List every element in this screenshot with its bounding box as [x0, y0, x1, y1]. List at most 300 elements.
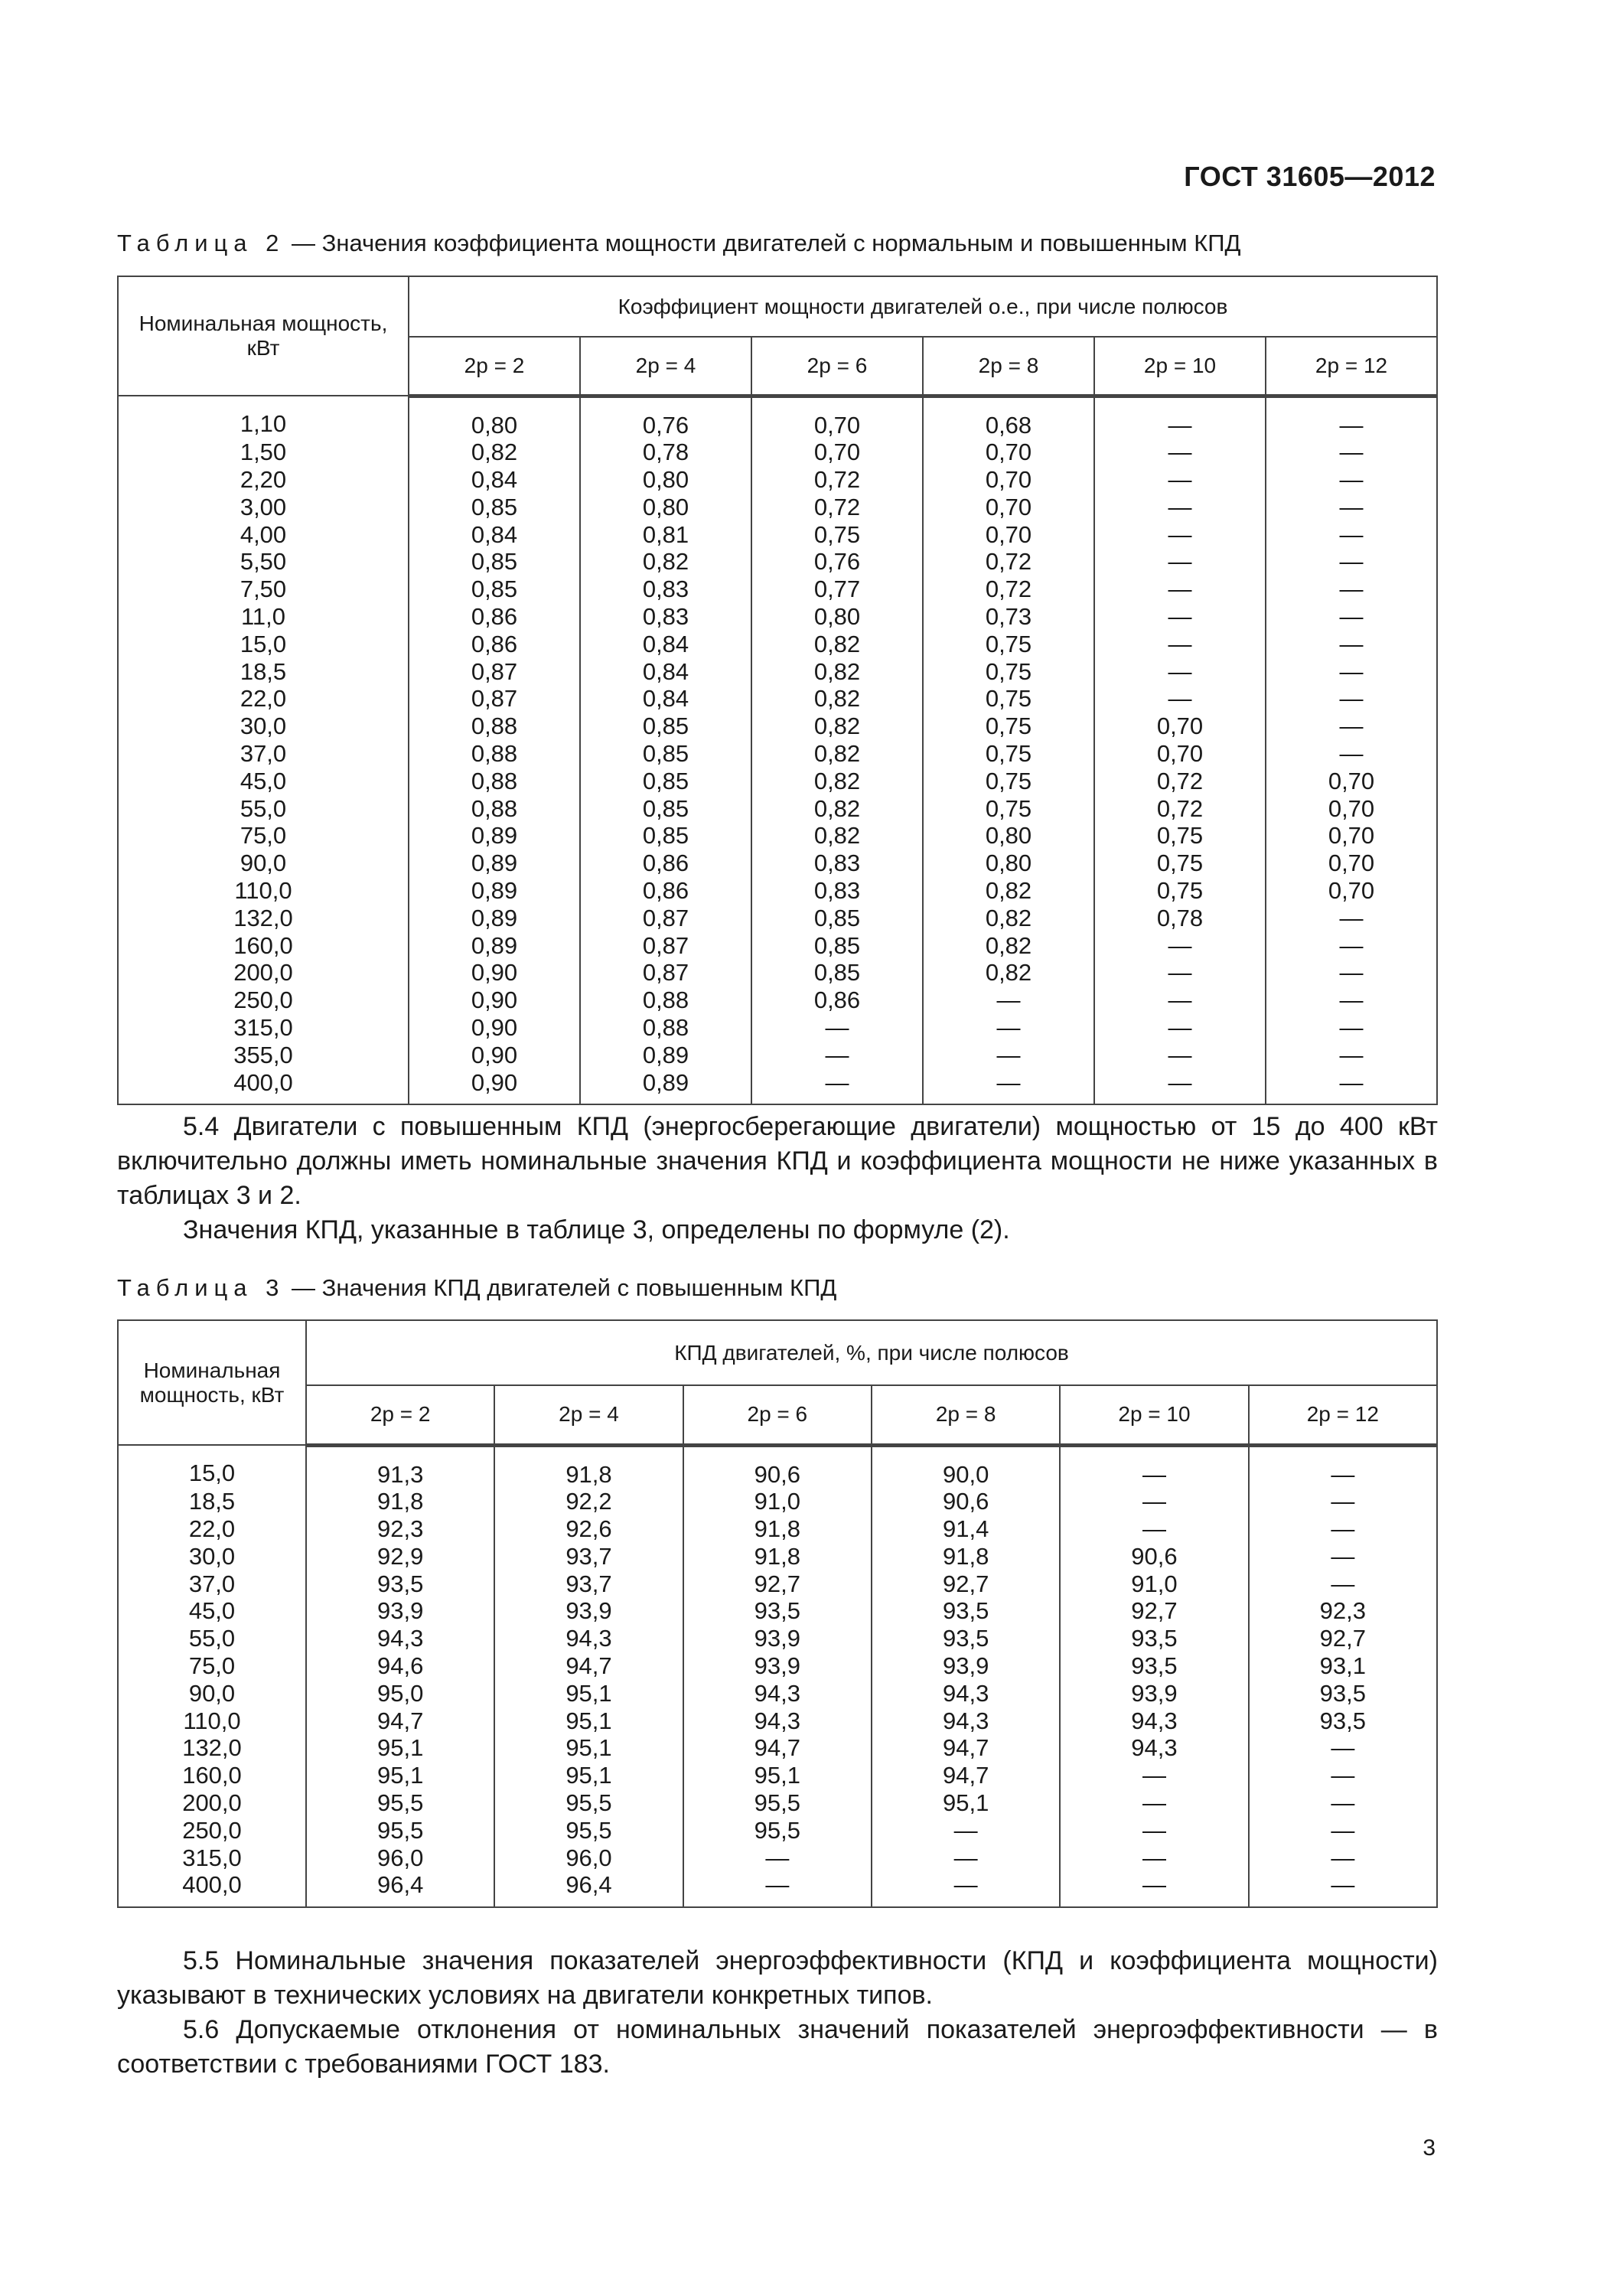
paragraph-5-6-text: 5.6 Допускаемые отклонения от номинальных значений показателей энергоэффективности — в соответствии с требованиями ГОСТ 183.	[117, 2015, 1438, 2079]
power-cell: 132,0	[118, 905, 409, 932]
value-cell: 0,80	[580, 466, 751, 494]
value-cell: 0,76	[751, 548, 923, 576]
power-cell: 18,5	[118, 658, 409, 686]
value-cell: —	[1266, 521, 1437, 549]
table-row	[118, 603, 1437, 631]
value-cell: 0,75	[1094, 850, 1266, 877]
table-row	[118, 1762, 1437, 1789]
value-cell: 95,5	[683, 1789, 872, 1817]
value-cell: —	[1266, 658, 1437, 686]
value-cell: 0,82	[751, 768, 923, 795]
value-cell: 95,5	[494, 1789, 683, 1817]
value-cell: —	[872, 1871, 1060, 1907]
value-cell: —	[1249, 1817, 1437, 1844]
power-cell: 18,5	[118, 1488, 306, 1515]
value-cell: 0,82	[751, 822, 923, 850]
value-cell: 0,86	[409, 603, 580, 631]
value-cell: 91,8	[872, 1543, 1060, 1570]
value-cell: 0,82	[923, 932, 1094, 960]
value-cell: 0,85	[580, 713, 751, 740]
value-cell: —	[1266, 603, 1437, 631]
table3-caption-text: — Значения КПД двигателей с повышенным КПД	[285, 1274, 837, 1301]
power-cell: 90,0	[118, 850, 409, 877]
power-cell: 22,0	[118, 685, 409, 713]
value-cell: 93,5	[872, 1597, 1060, 1625]
value-cell: 0,75	[1094, 822, 1266, 850]
value-cell: 0,82	[751, 631, 923, 658]
table-row	[118, 795, 1437, 823]
table-row	[118, 905, 1437, 932]
paragraph-5-6	[117, 2013, 1438, 2082]
value-cell: 0,85	[409, 576, 580, 603]
table2-pole-header: 2p = 12	[1266, 337, 1437, 396]
value-cell: 0,75	[923, 740, 1094, 768]
table2-caption-label: Таблица 2	[117, 230, 285, 256]
value-cell: 0,84	[580, 658, 751, 686]
value-cell: 0,88	[580, 987, 751, 1014]
value-cell: —	[1266, 631, 1437, 658]
value-cell: 0,80	[923, 822, 1094, 850]
power-cell: 400,0	[118, 1871, 306, 1907]
table2	[117, 276, 1438, 1105]
table-row	[118, 822, 1437, 850]
value-cell: 0,72	[1094, 768, 1266, 795]
table-row	[118, 548, 1437, 576]
value-cell: 0,75	[923, 795, 1094, 823]
value-cell: 93,1	[1249, 1652, 1437, 1680]
value-cell: 0,78	[580, 439, 751, 466]
value-cell: 0,75	[923, 713, 1094, 740]
standard-id: ГОСТ 31605—2012	[1184, 161, 1436, 192]
value-cell: 0,90	[409, 1069, 580, 1105]
power-cell: 1,10	[118, 396, 409, 439]
value-cell: 0,72	[1094, 795, 1266, 823]
power-cell: 3,00	[118, 494, 409, 521]
value-cell: 95,5	[306, 1789, 494, 1817]
value-cell: 0,85	[751, 932, 923, 960]
value-cell: 90,6	[872, 1488, 1060, 1515]
value-cell: 0,90	[409, 1014, 580, 1042]
power-cell: 250,0	[118, 1817, 306, 1844]
value-cell: 94,3	[1060, 1707, 1248, 1735]
value-cell: —	[1266, 905, 1437, 932]
value-cell: 93,9	[1060, 1680, 1248, 1707]
table-row	[118, 1069, 1437, 1105]
power-cell: 160,0	[118, 1762, 306, 1789]
table3-pole-header: 2p = 4	[494, 1385, 683, 1445]
table-row	[118, 1042, 1437, 1069]
value-cell: 92,3	[306, 1515, 494, 1543]
value-cell: 91,4	[872, 1515, 1060, 1543]
table2-body	[118, 396, 1437, 1104]
value-cell: 94,7	[494, 1652, 683, 1680]
value-cell: 0,82	[923, 877, 1094, 905]
power-cell: 110,0	[118, 1707, 306, 1735]
value-cell: 0,89	[409, 822, 580, 850]
power-cell: 22,0	[118, 1515, 306, 1543]
value-cell: 0,82	[923, 959, 1094, 987]
value-cell: 0,89	[580, 1069, 751, 1105]
table-row	[118, 685, 1437, 713]
table3	[117, 1319, 1438, 1908]
value-cell: —	[923, 987, 1094, 1014]
table-row	[118, 396, 1437, 439]
value-cell: 0,89	[409, 932, 580, 960]
value-cell: 93,7	[494, 1570, 683, 1598]
value-cell: 94,7	[872, 1762, 1060, 1789]
power-cell: 400,0	[118, 1069, 409, 1105]
paragraph-5-4-text2: Значения КПД, указанные в таблице 3, определены по формуле (2).	[183, 1215, 1010, 1244]
table-row	[118, 1652, 1437, 1680]
value-cell: —	[1094, 439, 1266, 466]
value-cell: 91,8	[494, 1445, 683, 1488]
value-cell: 90,0	[872, 1445, 1060, 1488]
power-cell: 15,0	[118, 1445, 306, 1488]
value-cell: 0,80	[751, 603, 923, 631]
value-cell: 0,88	[409, 795, 580, 823]
table-row	[118, 466, 1437, 494]
value-cell: 95,0	[306, 1680, 494, 1707]
value-cell: —	[751, 1069, 923, 1105]
value-cell: 0,81	[580, 521, 751, 549]
power-cell: 315,0	[118, 1844, 306, 1872]
value-cell: 0,70	[923, 439, 1094, 466]
value-cell: —	[1249, 1762, 1437, 1789]
value-cell: —	[751, 1014, 923, 1042]
value-cell: 0,72	[923, 548, 1094, 576]
value-cell: 0,80	[409, 396, 580, 439]
value-cell: 94,3	[494, 1625, 683, 1652]
power-cell: 55,0	[118, 795, 409, 823]
value-cell: 0,85	[751, 959, 923, 987]
value-cell: 0,86	[580, 877, 751, 905]
value-cell: 0,85	[751, 905, 923, 932]
value-cell: 0,68	[923, 396, 1094, 439]
value-cell: 0,83	[751, 877, 923, 905]
value-cell: 0,75	[1094, 877, 1266, 905]
value-cell: —	[923, 1069, 1094, 1105]
table-row	[118, 521, 1437, 549]
power-cell: 75,0	[118, 822, 409, 850]
power-cell: 15,0	[118, 631, 409, 658]
power-cell: 37,0	[118, 1570, 306, 1598]
table2-pole-header: 2p = 4	[580, 337, 751, 396]
value-cell: 0,89	[409, 905, 580, 932]
value-cell: —	[1266, 685, 1437, 713]
value-cell: 94,3	[1060, 1734, 1248, 1762]
value-cell: —	[1060, 1871, 1248, 1907]
value-cell: 0,70	[751, 396, 923, 439]
value-cell: 0,90	[409, 959, 580, 987]
value-cell: 0,85	[580, 822, 751, 850]
value-cell: 0,89	[580, 1042, 751, 1069]
table-row	[118, 1597, 1437, 1625]
value-cell: 0,75	[923, 768, 1094, 795]
table2-caption	[117, 230, 1241, 257]
value-cell: 0,84	[580, 685, 751, 713]
power-cell: 55,0	[118, 1625, 306, 1652]
value-cell: 95,1	[494, 1762, 683, 1789]
value-cell: 95,1	[494, 1707, 683, 1735]
value-cell: 0,83	[751, 850, 923, 877]
value-cell: 0,70	[1094, 740, 1266, 768]
value-cell: 93,9	[683, 1652, 872, 1680]
table-row	[118, 439, 1437, 466]
value-cell: 0,87	[409, 685, 580, 713]
value-cell: —	[1094, 466, 1266, 494]
value-cell: —	[1094, 548, 1266, 576]
value-cell: 0,87	[580, 905, 751, 932]
value-cell: 94,6	[306, 1652, 494, 1680]
table-row	[118, 1871, 1437, 1907]
value-cell: 93,5	[306, 1570, 494, 1598]
value-cell: —	[1266, 740, 1437, 768]
value-cell: 0,75	[923, 631, 1094, 658]
value-cell: 0,75	[751, 521, 923, 549]
value-cell: 0,88	[409, 768, 580, 795]
value-cell: 92,7	[872, 1570, 1060, 1598]
value-cell: —	[1060, 1515, 1248, 1543]
table-row	[118, 631, 1437, 658]
value-cell: —	[1094, 603, 1266, 631]
value-cell: 0,86	[580, 850, 751, 877]
value-cell: 0,75	[923, 658, 1094, 686]
table-row	[118, 1625, 1437, 1652]
table-row	[118, 1014, 1437, 1042]
value-cell: 93,9	[683, 1625, 872, 1652]
value-cell: 0,70	[923, 466, 1094, 494]
value-cell: 0,82	[409, 439, 580, 466]
value-cell: 93,9	[306, 1597, 494, 1625]
value-cell: 95,1	[494, 1680, 683, 1707]
value-cell: 92,6	[494, 1515, 683, 1543]
table3-body	[118, 1445, 1437, 1907]
table-row	[118, 658, 1437, 686]
value-cell: 0,84	[409, 521, 580, 549]
value-cell: —	[1266, 396, 1437, 439]
power-cell: 11,0	[118, 603, 409, 631]
value-cell: 91,3	[306, 1445, 494, 1488]
value-cell: —	[1266, 959, 1437, 987]
table2-pole-header: 2p = 10	[1094, 337, 1266, 396]
table-row	[118, 1488, 1437, 1515]
power-cell: 110,0	[118, 877, 409, 905]
value-cell: 0,70	[1266, 850, 1437, 877]
value-cell: —	[1266, 713, 1437, 740]
value-cell: 0,88	[409, 740, 580, 768]
table-row	[118, 1789, 1437, 1817]
value-cell: 0,82	[751, 795, 923, 823]
value-cell: 0,72	[751, 466, 923, 494]
value-cell: 91,8	[306, 1488, 494, 1515]
value-cell: 0,88	[580, 1014, 751, 1042]
value-cell: —	[1249, 1445, 1437, 1488]
value-cell: 93,5	[1060, 1625, 1248, 1652]
value-cell: 0,72	[923, 576, 1094, 603]
value-cell: 95,5	[683, 1817, 872, 1844]
value-cell: 94,7	[306, 1707, 494, 1735]
table-row	[118, 1570, 1437, 1598]
value-cell: —	[1094, 521, 1266, 549]
table-row	[118, 1445, 1437, 1488]
power-cell: 200,0	[118, 1789, 306, 1817]
value-cell: 0,87	[580, 959, 751, 987]
value-cell: 0,89	[409, 850, 580, 877]
value-cell: 93,9	[494, 1597, 683, 1625]
power-cell: 315,0	[118, 1014, 409, 1042]
value-cell: 0,77	[751, 576, 923, 603]
value-cell: 95,1	[683, 1762, 872, 1789]
power-cell: 2,20	[118, 466, 409, 494]
value-cell: 0,82	[751, 713, 923, 740]
value-cell: 96,0	[306, 1844, 494, 1872]
value-cell: —	[1249, 1871, 1437, 1907]
value-cell: 0,83	[580, 603, 751, 631]
value-cell: —	[1094, 987, 1266, 1014]
value-cell: 92,7	[1060, 1597, 1248, 1625]
value-cell: 94,3	[872, 1680, 1060, 1707]
value-cell: 0,78	[1094, 905, 1266, 932]
paragraph-5-5	[117, 1944, 1438, 2013]
value-cell: —	[1266, 548, 1437, 576]
value-cell: 0,90	[409, 1042, 580, 1069]
value-cell: 94,3	[683, 1680, 872, 1707]
table-row	[118, 576, 1437, 603]
value-cell: 0,73	[923, 603, 1094, 631]
value-cell: 0,70	[1266, 877, 1437, 905]
power-cell: 45,0	[118, 768, 409, 795]
value-cell: —	[683, 1871, 872, 1907]
table2-col0-header: Номинальная мощность, кВт	[118, 276, 409, 396]
power-cell: 160,0	[118, 932, 409, 960]
paragraph-5-5-text: 5.5 Номинальные значения показателей энергоэффективности (КПД и коэффициента мощности) указывают в технических условиях на двигатели конкретных типов.	[117, 1946, 1438, 2010]
table-row	[118, 1734, 1437, 1762]
value-cell: —	[1094, 658, 1266, 686]
value-cell: 91,8	[683, 1543, 872, 1570]
value-cell: 91,8	[683, 1515, 872, 1543]
table2-caption-text: — Значения коэффициента мощности двигателей с нормальным и повышенным КПД	[285, 230, 1241, 256]
value-cell: 0,82	[751, 658, 923, 686]
power-cell: 355,0	[118, 1042, 409, 1069]
table-row	[118, 1543, 1437, 1570]
table-row	[118, 959, 1437, 987]
value-cell: 94,3	[306, 1625, 494, 1652]
value-cell: —	[1266, 1069, 1437, 1105]
value-cell: 95,1	[872, 1789, 1060, 1817]
value-cell: 0,85	[409, 548, 580, 576]
table3-caption	[117, 1274, 836, 1302]
value-cell: 0,70	[1266, 822, 1437, 850]
value-cell: —	[683, 1844, 872, 1872]
table2-pole-header: 2p = 6	[751, 337, 923, 396]
value-cell: —	[1266, 1042, 1437, 1069]
table-row	[118, 1844, 1437, 1872]
value-cell: 0,70	[1094, 713, 1266, 740]
table-row	[118, 1515, 1437, 1543]
value-cell: 0,70	[923, 521, 1094, 549]
value-cell: 0,80	[580, 494, 751, 521]
power-cell: 5,50	[118, 548, 409, 576]
value-cell: 93,5	[683, 1597, 872, 1625]
value-cell: 0,70	[1266, 795, 1437, 823]
value-cell: —	[1094, 1069, 1266, 1105]
value-cell: —	[1094, 959, 1266, 987]
table3-pole-header: 2p = 2	[306, 1385, 494, 1445]
value-cell: —	[1094, 932, 1266, 960]
value-cell: —	[1094, 1014, 1266, 1042]
power-cell: 250,0	[118, 987, 409, 1014]
power-cell: 45,0	[118, 1597, 306, 1625]
value-cell: 0,75	[923, 685, 1094, 713]
value-cell: —	[1094, 396, 1266, 439]
value-cell: —	[1266, 987, 1437, 1014]
value-cell: —	[1249, 1543, 1437, 1570]
value-cell: 94,3	[872, 1707, 1060, 1735]
table-row	[118, 987, 1437, 1014]
value-cell: 0,85	[580, 768, 751, 795]
value-cell: 0,70	[751, 439, 923, 466]
value-cell: —	[1060, 1789, 1248, 1817]
value-cell: 92,2	[494, 1488, 683, 1515]
value-cell: 94,7	[683, 1734, 872, 1762]
value-cell: —	[923, 1014, 1094, 1042]
power-cell: 4,00	[118, 521, 409, 549]
value-cell: —	[872, 1817, 1060, 1844]
value-cell: 91,0	[683, 1488, 872, 1515]
power-cell: 30,0	[118, 713, 409, 740]
value-cell: 90,6	[683, 1445, 872, 1488]
value-cell: 92,9	[306, 1543, 494, 1570]
value-cell: —	[1060, 1844, 1248, 1872]
power-cell: 132,0	[118, 1734, 306, 1762]
table3-pole-header: 2p = 10	[1060, 1385, 1248, 1445]
value-cell: —	[872, 1844, 1060, 1872]
value-cell: 91,0	[1060, 1570, 1248, 1598]
value-cell: 93,7	[494, 1543, 683, 1570]
value-cell: 92,7	[1249, 1625, 1437, 1652]
value-cell: 93,5	[1060, 1652, 1248, 1680]
value-cell: 95,1	[494, 1734, 683, 1762]
power-cell: 90,0	[118, 1680, 306, 1707]
value-cell: —	[1060, 1488, 1248, 1515]
value-cell: —	[1266, 466, 1437, 494]
value-cell: 0,83	[580, 576, 751, 603]
value-cell: 96,4	[494, 1871, 683, 1907]
value-cell: 93,5	[1249, 1680, 1437, 1707]
value-cell: 0,80	[923, 850, 1094, 877]
table2-group-header: Коэффициент мощности двигателей о.е., при числе полюсов	[409, 276, 1437, 337]
table-row	[118, 740, 1437, 768]
value-cell: —	[1249, 1488, 1437, 1515]
value-cell: —	[1094, 685, 1266, 713]
value-cell: 0,86	[751, 987, 923, 1014]
table-row	[118, 1680, 1437, 1707]
value-cell: —	[1094, 494, 1266, 521]
value-cell: 0,72	[751, 494, 923, 521]
value-cell: 0,86	[409, 631, 580, 658]
power-cell: 30,0	[118, 1543, 306, 1570]
value-cell: 96,4	[306, 1871, 494, 1907]
value-cell: —	[1266, 494, 1437, 521]
table3-pole-header: 2p = 8	[872, 1385, 1060, 1445]
table2-pole-header: 2p = 2	[409, 337, 580, 396]
value-cell: —	[1266, 932, 1437, 960]
value-cell: 0,76	[580, 396, 751, 439]
paragraph-5-4	[117, 1110, 1438, 1247]
value-cell: 95,1	[306, 1734, 494, 1762]
value-cell: —	[1249, 1844, 1437, 1872]
value-cell: 93,5	[1249, 1707, 1437, 1735]
